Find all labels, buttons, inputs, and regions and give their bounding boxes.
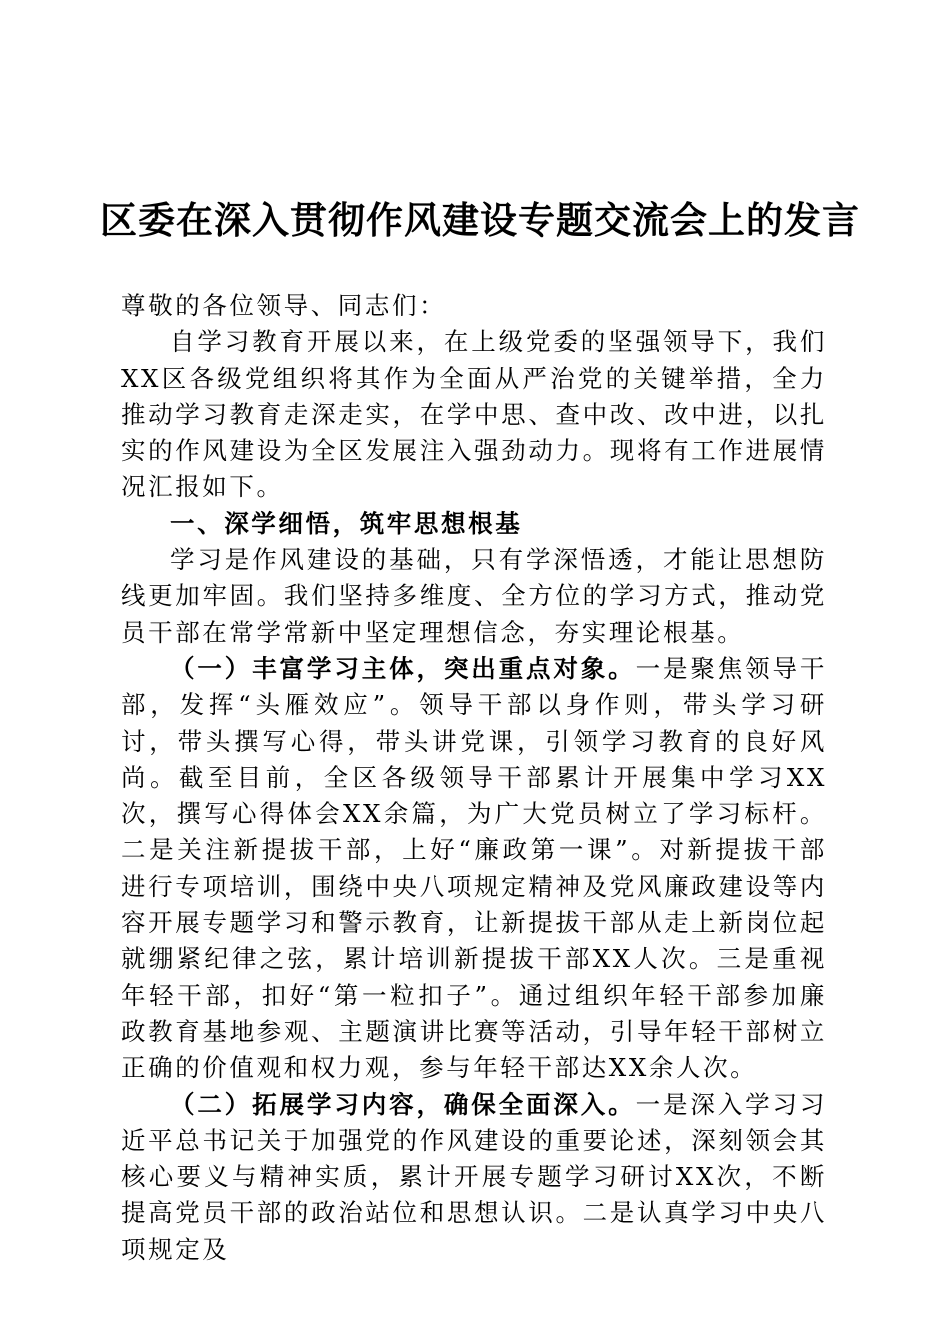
subsection-text: 一是聚焦领导干部，发挥“头雁效应”。领导干部以身作则，带头学习研讨，带头撰写心得，带头讲党课，引领学习教育的良好风尚。截至目前，全区各级领导干部累计开展集中学习XX次，撰写心得体会XX余篇，为广大党员树立了学习标杆。二是关注新提拔干部，上好“廉政第一课”。对新提拔干部进行专项培训，围绕中央八项规定精神及党风廉政建设等内容开展专题学习和警示教育，让新提拔干部从走上新岗位起就绷紧纪律之弦，累计培训新提拔干部XX人次。三是重视年轻干部，扣好“第一粒扣子”。通过组织年轻干部参加廉政教育基地参观、主题演讲比赛等活动，引导年轻干部树立正确的价值观和权力观，参与年轻干部达XX余人次。 bbox=[121, 653, 827, 1083]
salutation: 尊敬的各位领导、同志们： bbox=[121, 291, 447, 320]
subsection-lead: （一）丰富学习主体，突出重点对象。 bbox=[170, 653, 636, 683]
intro-paragraph: 自学习教育开展以来，在上级党委的坚强领导下，我们XX区各级党组织将其作为全面从严治党的关键举措，全力推动学习教育走深走实，在学中思、查中改、改中进，以扎实的作风建设为全区发展注入强劲动力。现将有工作进展情况汇报如下。 bbox=[121, 327, 827, 502]
subsection-paragraph bbox=[121, 651, 827, 1087]
subsection-text: 一是深入学习习近平总书记关于加强党的作风建设的重要论述，深刻领会其核心要义与精神实质，累计开展专题学习研讨XX次，不断提高党员干部的政治站位和思想认识。二是认真学习中央八项规定及 bbox=[121, 1089, 827, 1264]
subsection-lead: （二）拓展学习内容，确保全面深入。 bbox=[170, 1089, 636, 1119]
section-intro-paragraph: 学习是作风建设的基础，只有学深悟透，才能让思想防线更加牢固。我们坚持多维度、全方位的学习方式，推动党员干部在常学常新中坚定理想信念，夯实理论根基。 bbox=[121, 545, 827, 647]
subsection-paragraph bbox=[121, 1087, 827, 1268]
document-title: 区委在深入贯彻作风建设专题交流会上的发言 bbox=[100, 198, 860, 242]
document-body bbox=[121, 288, 827, 1268]
section-heading: 一、深学细悟，筑牢思想根基 bbox=[170, 508, 523, 538]
